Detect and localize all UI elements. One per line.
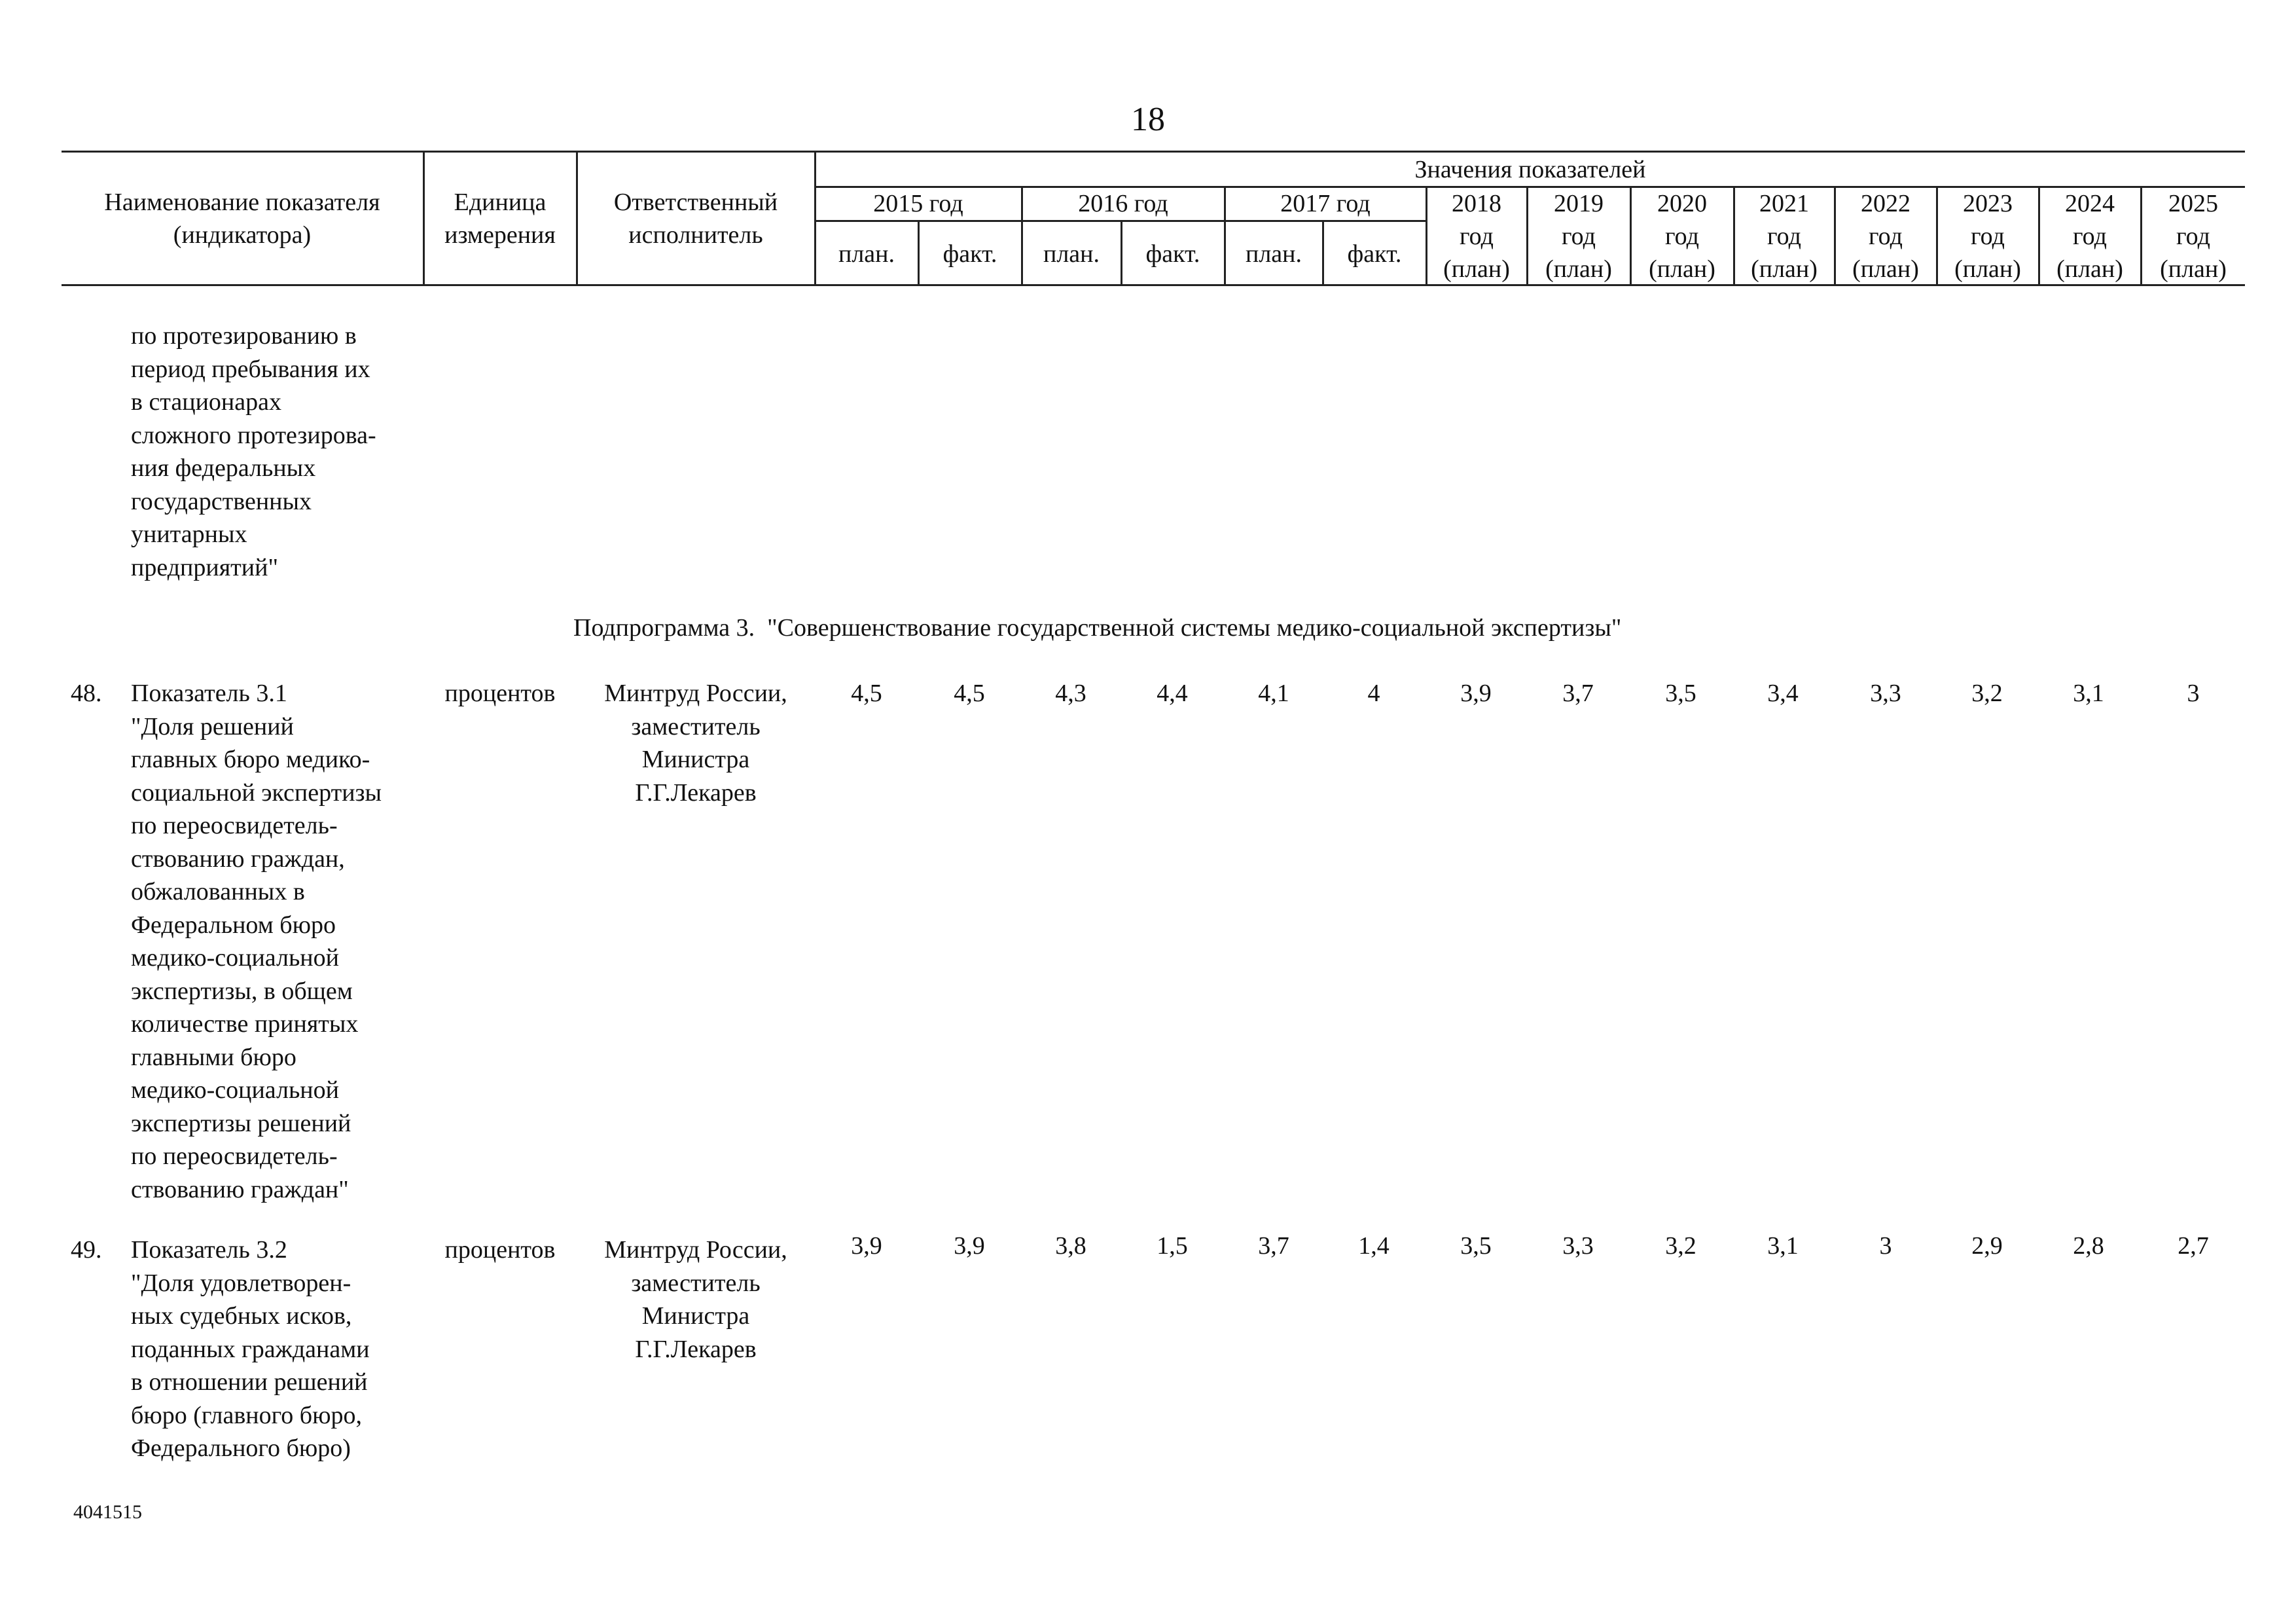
value-cell: 4,4 — [1157, 680, 1188, 707]
plan-paren-label: (план) — [2160, 255, 2227, 283]
value-cell: 3,4 — [1767, 680, 1799, 707]
header-unit-line: измерения — [444, 221, 556, 249]
header-fact: факт. — [942, 240, 997, 268]
text-line: заместитель — [631, 712, 761, 740]
page-number: 18 — [1131, 101, 1165, 138]
value-cell: 3,1 — [2073, 680, 2104, 707]
text-line: Г.Г.Лекарев — [635, 1335, 757, 1363]
text-line: по переосвидетель- — [131, 812, 338, 839]
god-label: год — [1562, 223, 1596, 250]
text-line: медико-социальной — [131, 944, 339, 972]
header-plan: план. — [838, 240, 895, 268]
header-fact: факт. — [1145, 240, 1200, 268]
header-year-2016: 2016 год — [1078, 190, 1168, 217]
text-line: в отношении решений — [131, 1368, 368, 1396]
value-cell: 4,3 — [1055, 680, 1086, 707]
header-year-2015: 2015 год — [873, 190, 963, 217]
text-line: Минтруд России, — [604, 680, 787, 707]
text-line: количестве принятых — [131, 1010, 359, 1038]
header-year-2018 — [1427, 187, 1526, 285]
god-label: год — [1460, 223, 1494, 250]
text-line: Показатель 3.1 — [131, 680, 287, 707]
text-line: Показатель 3.2 — [131, 1236, 287, 1264]
text-line: ствованию граждан" — [131, 1175, 349, 1203]
year-label: 2022 — [1861, 190, 1910, 217]
plan-paren-label: (план) — [1751, 255, 1818, 283]
header-year-2024 — [2039, 187, 2140, 285]
header-unit — [424, 186, 576, 251]
header-top-rule — [62, 151, 2245, 153]
header-name-line: Наименование показателя — [104, 189, 380, 216]
plan-paren-label: (план) — [2056, 255, 2123, 283]
value-cell: 1,5 — [1157, 1232, 1188, 1260]
header-responsible — [577, 186, 814, 251]
value-cell: 3 — [1879, 1232, 1892, 1260]
god-label: год — [2073, 223, 2107, 250]
footer-code: 4041515 — [73, 1501, 142, 1523]
value-cell: 4,5 — [851, 680, 882, 707]
header-year-2025 — [2142, 187, 2245, 285]
value-cell: 4 — [1367, 680, 1380, 707]
value-cell: 1,4 — [1358, 1232, 1390, 1260]
value-cell: 3,5 — [1665, 680, 1696, 707]
value-cell: 2,7 — [2178, 1232, 2209, 1260]
text-line: обжалованных в — [131, 878, 305, 905]
value-cell: 2,9 — [1971, 1232, 2003, 1260]
text-line: Министра — [641, 746, 750, 773]
value-cell: 3,7 — [1562, 680, 1594, 707]
text-line: Федеральном бюро — [131, 911, 336, 939]
value-cell: 2,8 — [2073, 1232, 2104, 1260]
year-label: 2019 — [1554, 190, 1604, 217]
value-cell: 4,1 — [1258, 680, 1289, 707]
year-label: 2020 — [1657, 190, 1707, 217]
text-line: в стационарах — [131, 388, 281, 416]
plan-paren-label: (план) — [1649, 255, 1715, 283]
god-label: год — [1767, 223, 1801, 250]
value-cell: 3,7 — [1258, 1232, 1289, 1260]
row-responsible — [577, 1233, 814, 1366]
text-line: бюро (главного бюро, — [131, 1401, 363, 1429]
header-unit-line: Единица — [454, 189, 547, 216]
value-cell: 3,9 — [954, 1232, 985, 1260]
row-unit: процентов — [444, 680, 556, 707]
text-line: экспертизы решений — [131, 1109, 351, 1137]
text-line: государственных — [131, 487, 312, 515]
row-responsible — [577, 677, 814, 809]
value-cell: 3,2 — [1665, 1232, 1696, 1260]
year-label: 2021 — [1759, 190, 1809, 217]
row-unit: процентов — [444, 1236, 556, 1264]
text-line: по переосвидетель- — [131, 1142, 338, 1170]
text-line: период пребывания их — [131, 355, 370, 383]
text-line: Министра — [641, 1302, 750, 1330]
header-name — [62, 186, 423, 251]
text-line: сложного протезирова- — [131, 421, 376, 449]
header-year-2023 — [1937, 187, 2038, 285]
year-label: 2018 — [1452, 190, 1501, 217]
text-line: предприятий" — [131, 553, 278, 581]
text-line: унитарных — [131, 520, 247, 548]
header-plan: план. — [1245, 240, 1302, 268]
god-label: год — [2176, 223, 2210, 250]
header-plan: план. — [1043, 240, 1100, 268]
plan-paren-label: (план) — [1852, 255, 1919, 283]
subprogram-title: Подпрограмма 3. "Совершенствование государственной системы медико-социальной экспертизы" — [573, 614, 1622, 642]
header-year-2022 — [1835, 187, 1936, 285]
plan-paren-label: (план) — [1443, 255, 1510, 283]
value-cell: 3,2 — [1971, 680, 2003, 707]
value-cell: 3,1 — [1767, 1232, 1799, 1260]
text-line: Минтруд России, — [604, 1236, 787, 1264]
header-year-2020 — [1631, 187, 1733, 285]
header-resp-line: исполнитель — [628, 221, 763, 249]
row-number: 48. — [71, 680, 102, 707]
text-line: ных судебных исков, — [131, 1302, 352, 1330]
value-cell: 4,5 — [954, 680, 985, 707]
continuation-text — [131, 319, 376, 584]
header-name-line: (индикатора) — [173, 221, 312, 249]
text-line: Г.Г.Лекарев — [635, 778, 757, 807]
text-line: главными бюро — [131, 1043, 296, 1071]
year-label: 2023 — [1963, 190, 2013, 217]
text-line: ния федеральных — [131, 454, 316, 482]
year-label: 2024 — [2065, 190, 2115, 217]
text-line: медико-социальной — [131, 1076, 339, 1104]
text-line: Федерального бюро) — [131, 1434, 351, 1462]
text-line: по протезированию в — [131, 322, 357, 350]
value-cell: 3,9 — [851, 1232, 882, 1260]
text-line: "Доля удовлетворен- — [131, 1269, 351, 1297]
row-number: 49. — [71, 1236, 102, 1264]
year-label: 2025 — [2168, 190, 2218, 217]
row-name — [131, 1233, 370, 1465]
header-year-2021 — [1734, 187, 1834, 285]
plan-paren-label: (план) — [1545, 255, 1612, 283]
text-line: "Доля решений — [131, 712, 294, 740]
plan-paren-label: (план) — [1954, 255, 2021, 283]
text-line: экспертизы, в общем — [131, 977, 353, 1005]
header-values-title: Значения показателей — [1414, 156, 1646, 183]
header-resp-line: Ответственный — [613, 189, 778, 216]
text-line: ствованию граждан, — [131, 845, 345, 873]
god-label: год — [1869, 223, 1903, 250]
value-cell: 3,5 — [1460, 1232, 1492, 1260]
value-cell: 3,8 — [1055, 1232, 1086, 1260]
text-line: социальной экспертизы — [131, 778, 382, 807]
row-name — [131, 677, 382, 1206]
header-year-2017: 2017 год — [1280, 190, 1371, 217]
value-cell: 3,3 — [1562, 1232, 1594, 1260]
text-line: поданных гражданами — [131, 1335, 370, 1363]
value-cell: 3 — [2187, 680, 2200, 707]
text-line: главных бюро медико- — [131, 746, 370, 773]
text-line: заместитель — [631, 1269, 761, 1297]
header-year-2019 — [1528, 187, 1630, 285]
header-fact: факт. — [1347, 240, 1402, 268]
god-label: год — [1971, 223, 2005, 250]
god-label: год — [1665, 223, 1699, 250]
value-cell: 3,3 — [1870, 680, 1901, 707]
value-cell: 3,9 — [1460, 680, 1492, 707]
